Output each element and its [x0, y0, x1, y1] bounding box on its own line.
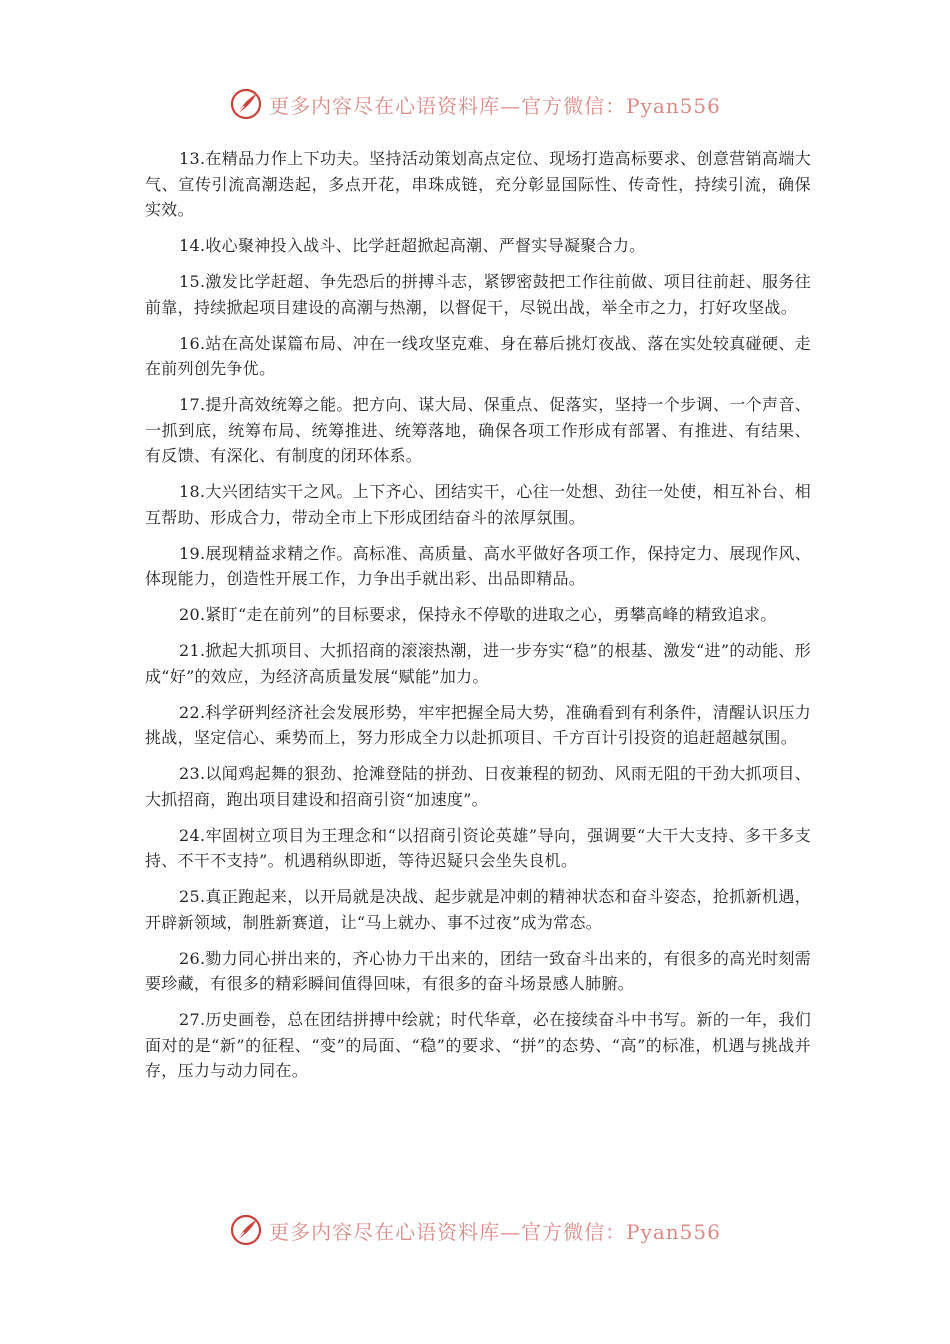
paragraph: 25.真正跑起来，以开局就是决战、起步就是冲刺的精神状态和奋斗姿态，抢抓新机遇，开辟新领域，制胜新赛道，让“马上就办、事不过夜”成为常态。	[145, 887, 811, 932]
paragraph: 15.激发比学赶超、争先恐后的拼搏斗志，紧锣密鼓把工作往前做、项目往前赶、服务往前靠，持续掀起项目建设的高潮与热潮，以督促干，尽锐出战，举全市之力，打好攻坚战。	[145, 272, 811, 317]
paragraph: 18.大兴团结实干之风。上下齐心、团结实干，心往一处想、劲往一处使，相互补台、相互帮助、形成合力，带动全市上下形成团结奋斗的浓厚氛围。	[145, 482, 811, 527]
document-body	[145, 146, 811, 1094]
paragraph: 22.科学研判经济社会发展形势，牢牢把握全局大势，准确看到有利条件，清醒认识压力挑战，坚定信心、乘势而上，努力形成全力以赴抓项目、千方百计引投资的追赶超越氛围。	[145, 702, 811, 747]
quill-logo-icon	[229, 87, 263, 121]
paragraph: 14.收心聚神投入战斗、比学赶超掀起高潮、严督实导凝聚合力。	[179, 236, 646, 255]
paragraph: 17.提升高效统筹之能。把方向、谋大局、保重点、促落实，坚持一个步调、一个声音、一抓到底，统筹布局、统筹推进、统筹落地，确保各项工作形成有部署、有推进、有结果、有反馈、有深化、有制度的闭环体系。	[145, 395, 811, 465]
paragraph: 16.站在高处谋篇布局、冲在一线攻坚克难、身在幕后挑灯夜战、落在实处较真碰硬、走在前列创先争优。	[145, 333, 811, 378]
header-watermark-banner	[0, 84, 950, 124]
paragraph: 20.紧盯“走在前列”的目标要求，保持永不停歇的进取之心，勇攀高峰的精致追求。	[179, 605, 777, 624]
paragraph: 23.以闻鸡起舞的狠劲、抢滩登陆的拼劲、日夜兼程的韧劲、风雨无阻的干劲大抓项目、大抓招商，跑出项目建设和招商引资“加速度”。	[145, 764, 811, 809]
header-banner-text: 更多内容尽在心语资料库—官方微信：Pyan556	[269, 93, 721, 118]
paragraph: 24.牢固树立项目为王理念和“以招商引资论英雄”导向，强调要“大干大支持、多干多支持、不干不支持”。机遇稍纵即逝，等待迟疑只会坐失良机。	[145, 825, 811, 870]
paragraph: 19.展现精益求精之作。高标准、高质量、高水平做好各项工作，保持定力、展现作风、体现能力，创造性开展工作，力争出手就出彩、出品即精品。	[145, 543, 811, 588]
footer-banner-text: 更多内容尽在心语资料库—官方微信：Pyan556	[269, 1219, 721, 1244]
footer-watermark-banner	[0, 1210, 950, 1250]
paragraph: 21.掀起大抓项目、大抓招商的滚滚热潮，进一步夯实“稳”的根基、激发“进”的动能、形成“好”的效应，为经济高质量发展“赋能”加力。	[145, 641, 811, 686]
paragraph: 26.勠力同心拼出来的，齐心协力干出来的，团结一致奋斗出来的，有很多的高光时刻需要珍藏，有很多的精彩瞬间值得回味，有很多的奋斗场景感人肺腑。	[145, 948, 811, 993]
paragraph: 13.在精品力作上下功夫。坚持活动策划高点定位、现场打造高标要求、创意营销高端大气、宣传引流高潮迭起，多点开花，串珠成链，充分彰显国际性、传奇性，持续引流，确保实效。	[145, 149, 811, 219]
quill-logo-icon	[229, 1213, 263, 1247]
paragraph: 27.历史画卷，总在团结拼搏中绘就；时代华章，必在接续奋斗中书写。新的一年，我们面对的是“新”的征程、“变”的局面、“稳”的要求、“拼”的态势、“高”的标准，机遇与挑战并存，压力与动力同在。	[145, 1010, 811, 1080]
